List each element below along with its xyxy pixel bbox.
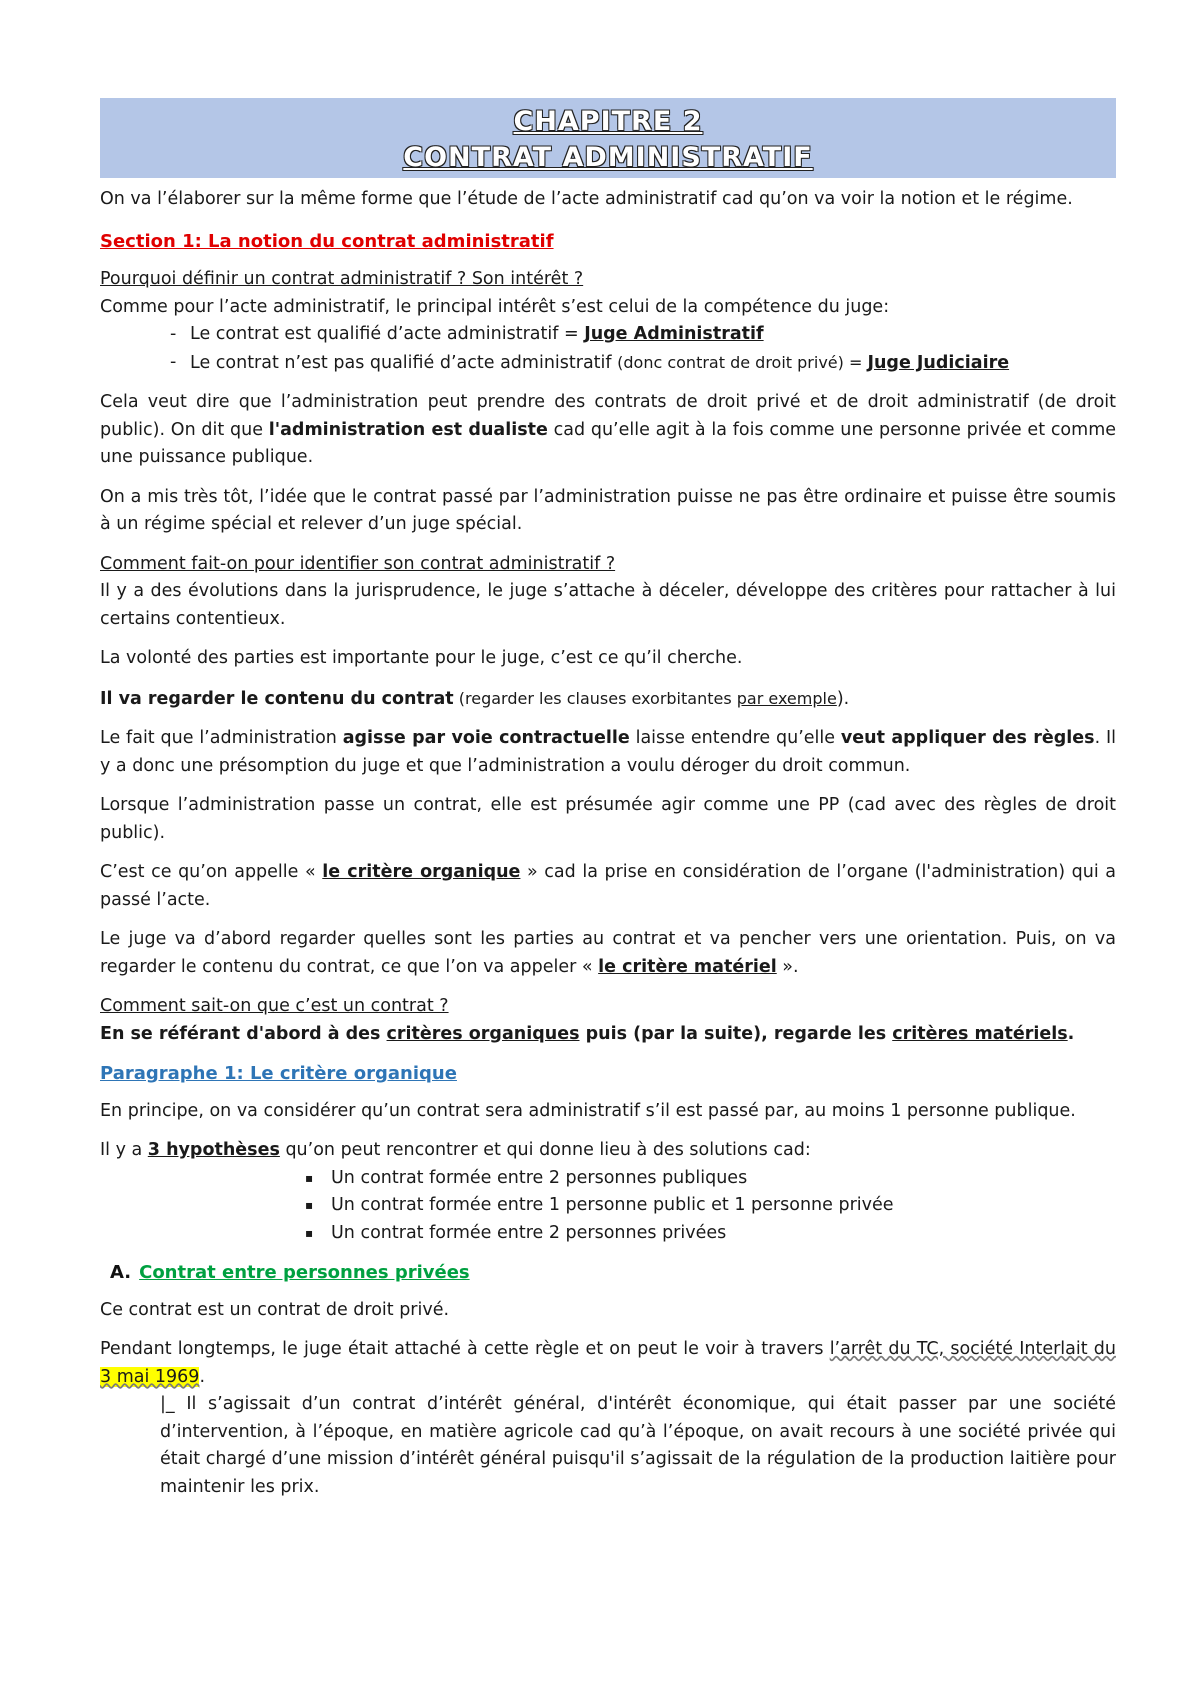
hypotheses-list bbox=[100, 1165, 1116, 1248]
list-item: - Le contrat est qualifié d’acte administratif = Juge Administratif bbox=[170, 321, 1116, 349]
chapter-number: CHAPITRE 2 bbox=[513, 106, 703, 137]
paragraph-dualiste: Cela veut dire que l’administration peut prendre des contrats de droit privé et de droit administratif (de droit public). On dit que l'administration est dualiste cad qu’elle agit à la fois comme une personne privée et comme une puissance publique. bbox=[100, 392, 1117, 467]
paragraph-droit-prive: Ce contrat est un contrat de droit privé. bbox=[100, 1299, 450, 1320]
list-item: ▪ Un contrat formée entre 2 personnes privées bbox=[305, 1220, 1116, 1248]
list-item: - Le contrat n’est pas qualifié d’acte administratif (donc contrat de droit privé) = Juge Judiciaire bbox=[170, 349, 1116, 378]
paragraph-principe: En principe, on va considérer qu’un contrat sera administratif s’il est passé par, au moins 1 personne publique. bbox=[100, 1100, 1076, 1121]
case-date: 3 mai 1969 bbox=[100, 1366, 200, 1387]
paragraph-contenu: Il va regarder le contenu du contrat (regarder les clauses exorbitantes par exemple). bbox=[100, 688, 850, 709]
subsection-letter: A. bbox=[110, 1262, 132, 1283]
paragraph-early: On a mis très tôt, l’idée que le contrat passé par l’administration puisse ne pas être ordinaire et puisse être soumis à un régime spécial et relever d’un juge spécial. bbox=[100, 486, 1116, 534]
chapter-title: CONTRAT ADMINISTRATIF bbox=[403, 142, 813, 173]
paragraphe-1-heading: Paragraphe 1: Le critère organique bbox=[100, 1063, 457, 1084]
section-1-heading: Section 1: La notion du contrat administratif bbox=[100, 230, 554, 252]
question-how-know: Comment sait-on que c’est un contrat ? bbox=[100, 996, 449, 1016]
answer-identify: Il y a des évolutions dans la jurisprudence, le juge s’attache à déceler, développe des critères pour rattacher à lui certains contentieux. bbox=[100, 581, 1116, 629]
question-identify: Comment fait-on pour identifier son contrat administratif ? bbox=[100, 553, 616, 574]
answer-why-define: Comme pour l’acte administratif, le principal intérêt s’est celui de la compétence du juge: bbox=[100, 296, 890, 317]
intro-paragraph: On va l’élaborer sur la même forme que l’étude de l’acte administratif cad qu’on va voir la notion et le régime. bbox=[100, 189, 1073, 209]
paragraph-volonte: La volonté des parties est importante pour le juge, c’est ce qu’il cherche. bbox=[100, 648, 743, 668]
subsection-a-heading bbox=[100, 1259, 1116, 1287]
paragraph-voie-contractuelle: Le fait que l’administration agisse par voie contractuelle laisse entendre qu’elle veut appliquer des règles. Il y a donc une présomption du juge et que l’administration a voulu déroger du droit commun. bbox=[100, 728, 1117, 776]
paragraph-interlait: Pendant longtemps, le juge était attaché à cette règle et on peut le voir à travers l’arrêt du TC, société Interlait du 3 mai 1969. bbox=[100, 1339, 1116, 1387]
document-page bbox=[100, 98, 1116, 1513]
case-reference: l’arrêt du TC, société Interlait du bbox=[829, 1339, 1116, 1359]
question-why-define: Pourquoi définir un contrat administratif ? Son intérêt ? bbox=[100, 269, 584, 289]
paragraph-hypotheses: Il y a 3 hypothèses qu’on peut rencontrer et qui donne lieu à des solutions cad: bbox=[100, 1140, 811, 1160]
paragraph-critere-materiel: Le juge va d’abord regarder quelles sont les parties au contrat et va pencher vers une orientation. Puis, on va regarder le contenu du contrat, ce que l’on va appeler « le critère matériel ». bbox=[100, 929, 1116, 977]
subsection-title: Contrat entre personnes privées bbox=[139, 1262, 470, 1283]
paragraph-case-detail: |_ Il s’agissait d’un contrat d’intérêt général, d'intérêt économique, qui était passer par une société d’intervention, à l’époque, en matière agricole cad qu’à l’époque, on avait recours à une société privée qui était chargé d’une mission d’intérêt général puisqu'il s’agissait de la régulation de la production laitière pour maintenir les prix. bbox=[160, 1394, 1116, 1497]
chapter-title-banner bbox=[100, 98, 1116, 178]
list-item: ▪ Un contrat formée entre 2 personnes publiques bbox=[305, 1165, 1116, 1193]
competence-list bbox=[100, 321, 1116, 377]
paragraph-lorsque: Lorsque l’administration passe un contrat, elle est présumée agir comme une PP (cad avec des règles de droit public). bbox=[100, 795, 1116, 843]
answer-how-know: En se référant d'abord à des critères organiques puis (par la suite), regarde les critères matériels. bbox=[100, 1023, 1075, 1044]
list-item: ▪ Un contrat formée entre 1 personne public et 1 personne privée bbox=[305, 1192, 1116, 1220]
paragraph-critere-organique: C’est ce qu’on appelle « le critère organique » cad la prise en considération de l’organe (l'administration) qui a passé l’acte. bbox=[100, 862, 1117, 910]
